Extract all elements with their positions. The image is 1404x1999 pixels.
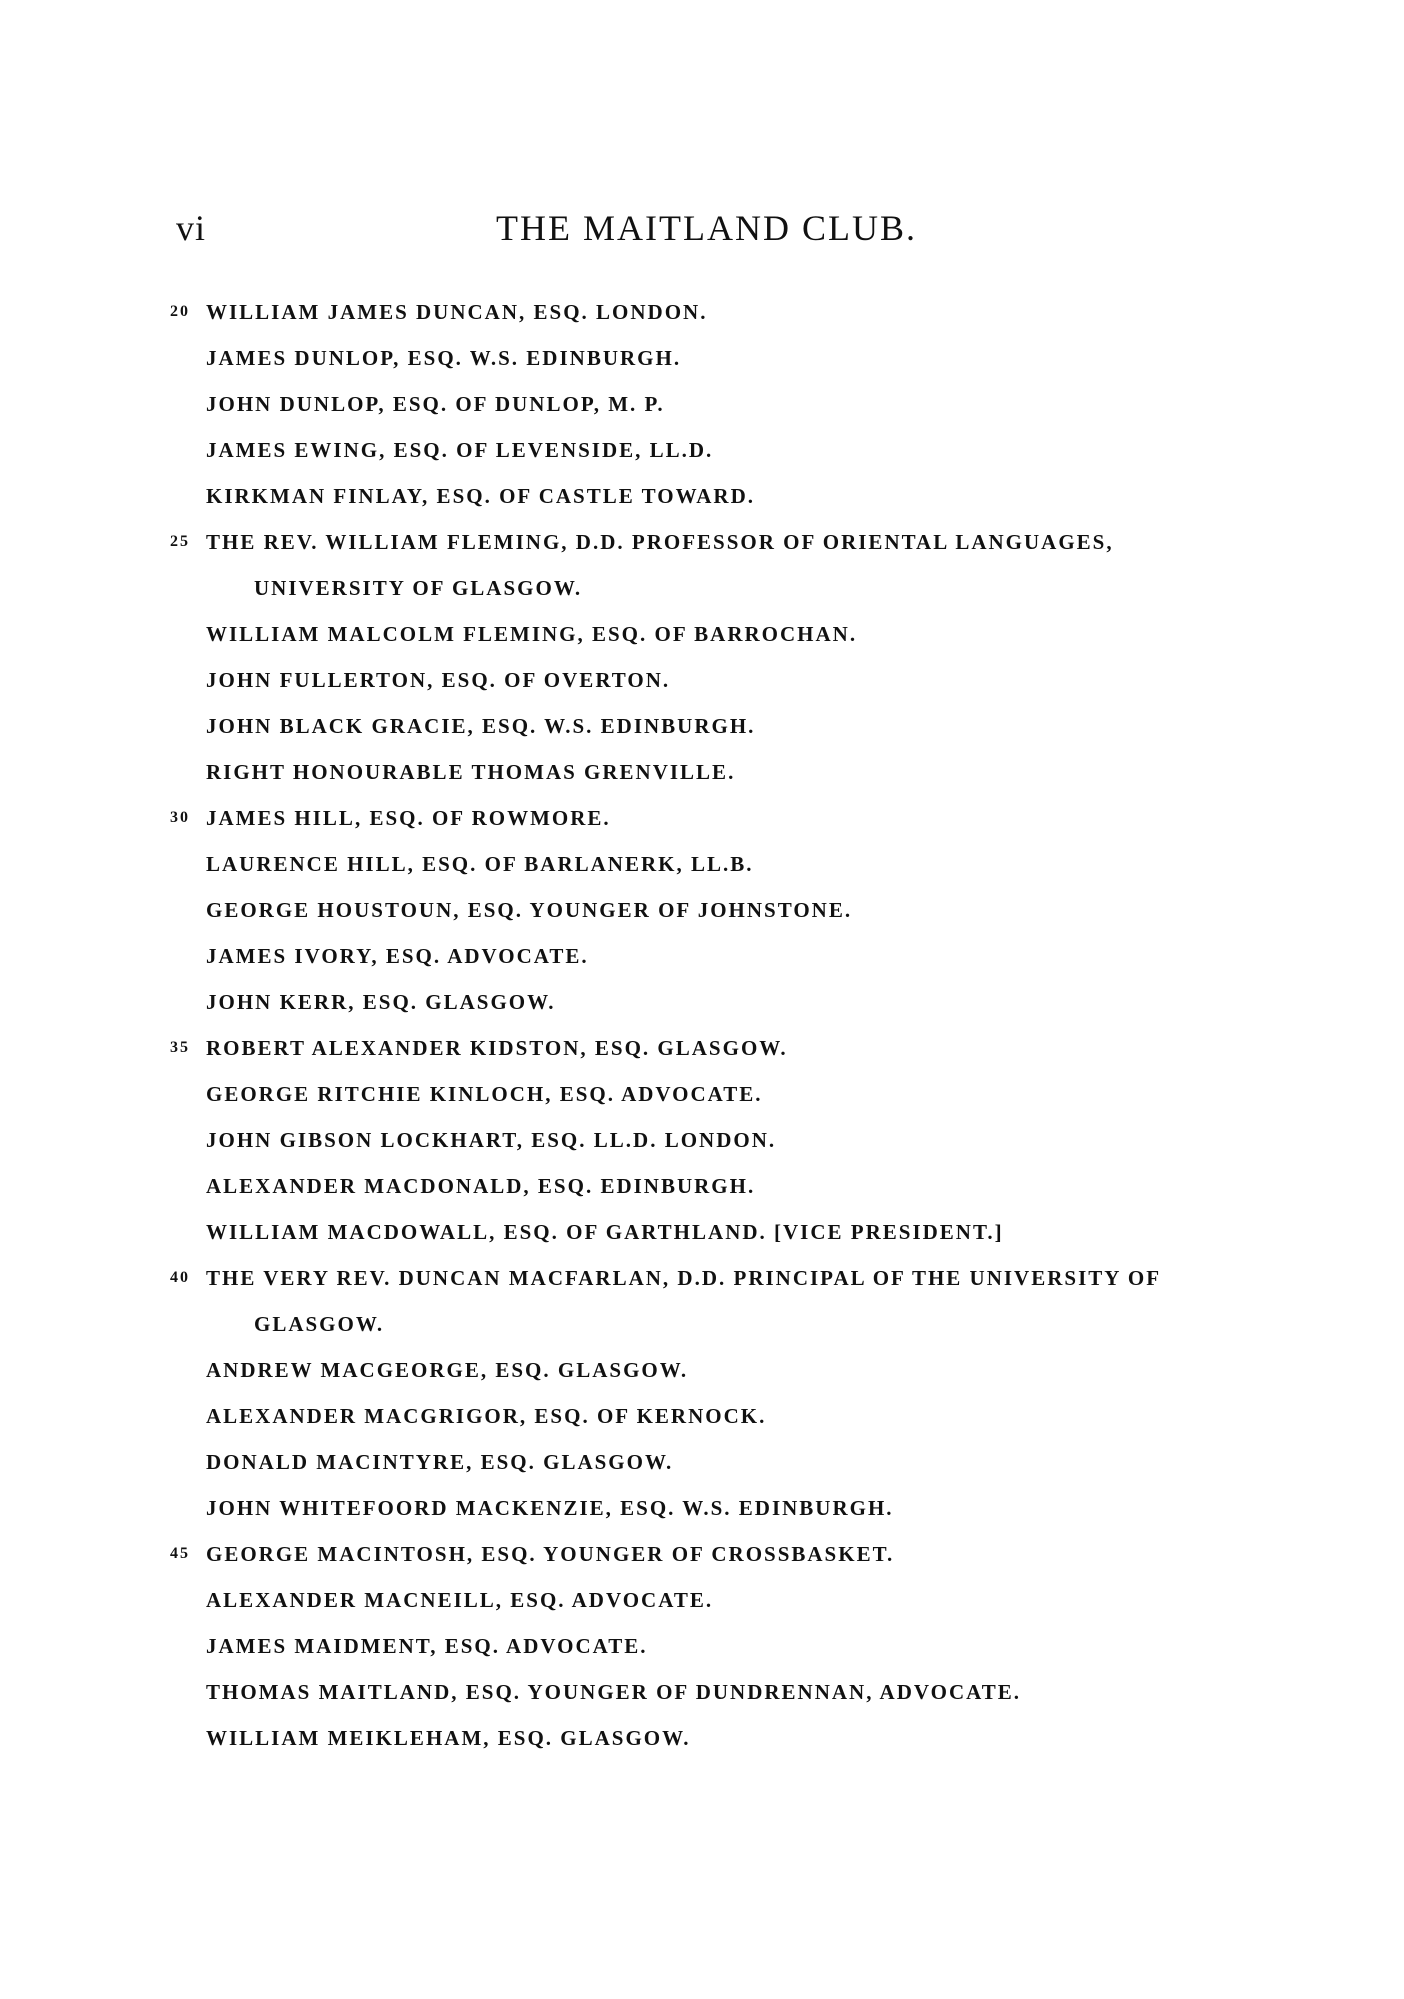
entry-text: LAURENCE HILL, ESQ. OF BARLANERK, LL.B.	[206, 852, 754, 876]
entry-text: JAMES DUNLOP, ESQ. W.S. EDINBURGH.	[206, 346, 682, 370]
running-head-title: THE MAITLAND CLUB.	[496, 208, 917, 248]
member-entry	[170, 1534, 1280, 1580]
entry-text: THE VERY REV. DUNCAN MACFARLAN, D.D. PRINCIPAL OF THE UNIVERSITY OF	[206, 1266, 1162, 1290]
entry-text: WILLIAM JAMES DUNCAN, ESQ. LONDON.	[206, 300, 708, 324]
member-entry	[170, 1258, 1280, 1304]
entry-text: JAMES EWING, ESQ. OF LEVENSIDE, LL.D.	[206, 438, 714, 462]
entry-text: KIRKMAN FINLAY, ESQ. OF CASTLE TOWARD.	[206, 484, 755, 508]
member-entry	[170, 338, 1280, 384]
member-entry	[170, 1074, 1280, 1120]
entry-number: 45	[170, 1545, 190, 1562]
entry-text: ALEXANDER MACGRIGOR, ESQ. OF KERNOCK.	[206, 1404, 767, 1428]
entry-text: GEORGE HOUSTOUN, ESQ. YOUNGER OF JOHNSTONE.	[206, 898, 853, 922]
member-entry	[170, 982, 1280, 1028]
page-number: vi	[176, 208, 207, 248]
entry-text: JAMES HILL, ESQ. OF ROWMORE.	[206, 806, 611, 830]
entry-text: WILLIAM MALCOLM FLEMING, ESQ. OF BARROCHAN.	[206, 622, 858, 646]
member-entry	[170, 1488, 1280, 1534]
member-entry	[170, 1028, 1280, 1074]
entry-number: 30	[170, 809, 190, 826]
member-entry	[170, 1580, 1280, 1626]
member-entry	[170, 1350, 1280, 1396]
entry-text: JOHN KERR, ESQ. GLASGOW.	[206, 990, 556, 1014]
member-entry	[170, 1166, 1280, 1212]
member-entry	[170, 798, 1280, 844]
entry-text: GEORGE MACINTOSH, ESQ. YOUNGER OF CROSSBASKET.	[206, 1542, 895, 1566]
member-entry	[170, 660, 1280, 706]
entry-text: RIGHT HONOURABLE THOMAS GRENVILLE.	[206, 760, 736, 784]
member-entry	[170, 476, 1280, 522]
entry-text: ANDREW MACGEORGE, ESQ. GLASGOW.	[206, 1358, 689, 1382]
entry-text: DONALD MACINTYRE, ESQ. GLASGOW.	[206, 1450, 674, 1474]
member-entry-continuation	[170, 1304, 1280, 1350]
member-entry	[170, 1442, 1280, 1488]
member-entry	[170, 1120, 1280, 1166]
entry-text: GEORGE RITCHIE KINLOCH, ESQ. ADVOCATE.	[206, 1082, 763, 1106]
entry-text: WILLIAM MEIKLEHAM, ESQ. GLASGOW.	[206, 1726, 691, 1750]
entry-number: 25	[170, 533, 190, 550]
entry-text: UNIVERSITY OF GLASGOW.	[254, 576, 583, 600]
entry-text: JOHN GIBSON LOCKHART, ESQ. LL.D. LONDON.	[206, 1128, 777, 1152]
entry-text: ALEXANDER MACDONALD, ESQ. EDINBURGH.	[206, 1174, 756, 1198]
member-entry	[170, 936, 1280, 982]
entry-number: 40	[170, 1269, 190, 1286]
entry-number: 35	[170, 1039, 190, 1056]
entry-text: JOHN BLACK GRACIE, ESQ. W.S. EDINBURGH.	[206, 714, 756, 738]
member-entry	[170, 1396, 1280, 1442]
entry-text: GLASGOW.	[254, 1312, 385, 1336]
entry-text: JOHN DUNLOP, ESQ. OF DUNLOP, M. P.	[206, 392, 665, 416]
member-entry	[170, 292, 1280, 338]
entry-text: JOHN FULLERTON, ESQ. OF OVERTON.	[206, 668, 671, 692]
member-entry	[170, 752, 1280, 798]
entry-text: WILLIAM MACDOWALL, ESQ. OF GARTHLAND. [VICE PRESIDENT.]	[206, 1220, 1004, 1244]
entry-text: JAMES IVORY, ESQ. ADVOCATE.	[206, 944, 589, 968]
entry-text: THE REV. WILLIAM FLEMING, D.D. PROFESSOR OF ORIENTAL LANGUAGES,	[206, 530, 1114, 554]
member-entry	[170, 890, 1280, 936]
member-list	[170, 292, 1280, 1764]
entry-text: ROBERT ALEXANDER KIDSTON, ESQ. GLASGOW.	[206, 1036, 788, 1060]
member-entry	[170, 614, 1280, 660]
member-entry	[170, 430, 1280, 476]
member-entry	[170, 522, 1280, 568]
member-entry	[170, 384, 1280, 430]
member-entry-continuation	[170, 568, 1280, 614]
member-entry	[170, 844, 1280, 890]
entry-text: ALEXANDER MACNEILL, ESQ. ADVOCATE.	[206, 1588, 714, 1612]
member-entry	[170, 1672, 1280, 1718]
member-entry	[170, 1626, 1280, 1672]
entry-text: JAMES MAIDMENT, ESQ. ADVOCATE.	[206, 1634, 648, 1658]
entry-number: 20	[170, 303, 190, 320]
entry-text: THOMAS MAITLAND, ESQ. YOUNGER OF DUNDRENNAN, ADVOCATE.	[206, 1680, 1022, 1704]
member-entry	[170, 1718, 1280, 1764]
member-entry	[170, 1212, 1280, 1258]
member-entry	[170, 706, 1280, 752]
entry-text: JOHN WHITEFOORD MACKENZIE, ESQ. W.S. EDINBURGH.	[206, 1496, 894, 1520]
